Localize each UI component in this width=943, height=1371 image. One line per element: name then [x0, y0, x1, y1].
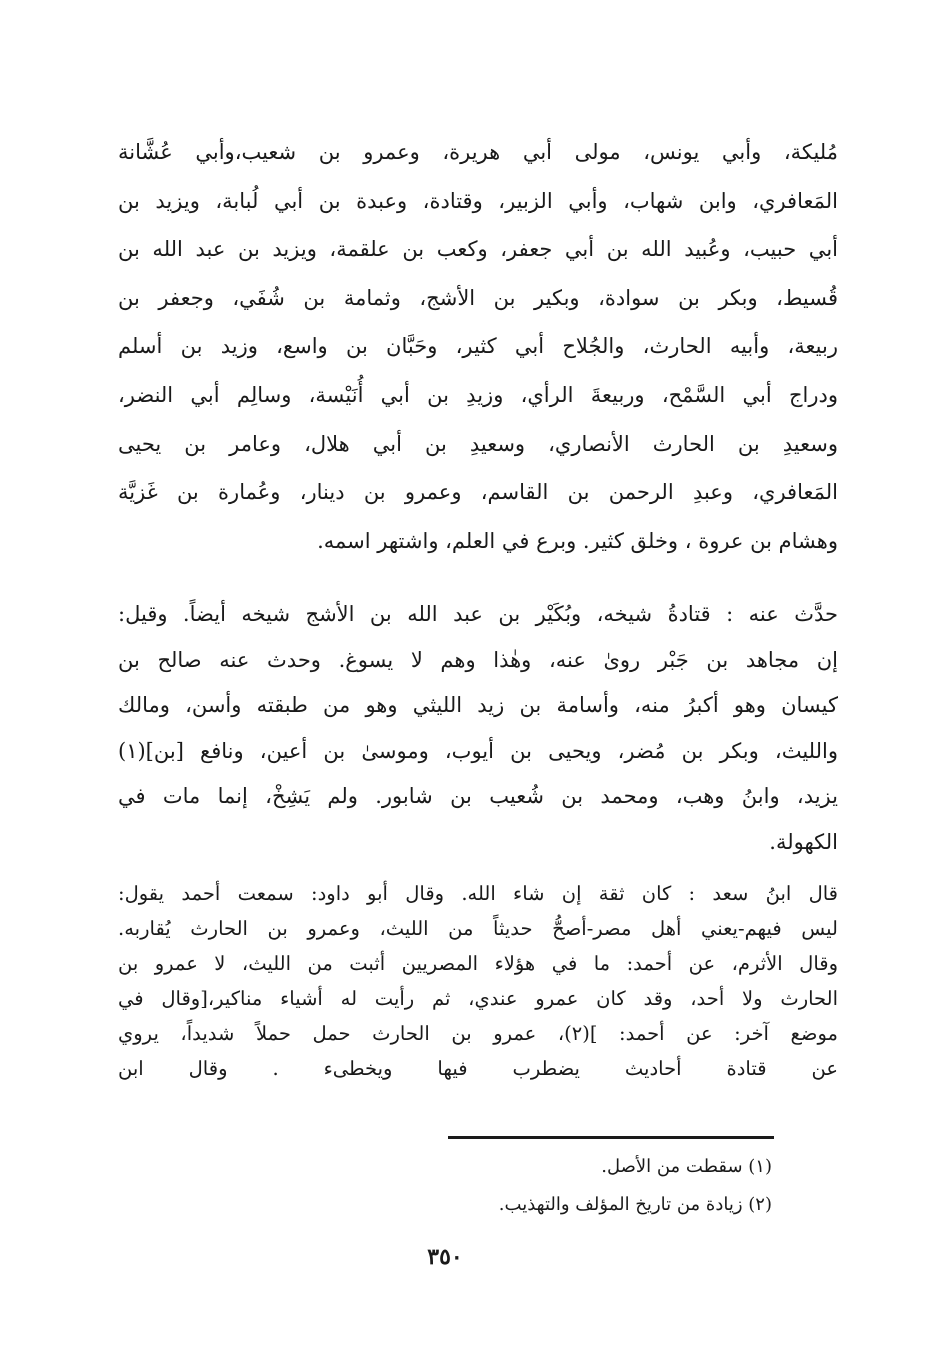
page-number: ٣٥٠	[427, 1244, 463, 1270]
text-line: ليس فيهم-يعني أهل مصر-أصحُّ حديثاً من الليث، وعمرو بن الحارث يُقاربه.	[118, 917, 838, 940]
text-line: عن قتادة أحاديث يضطرب فيها ويخطىء . وقال ابن	[118, 1057, 838, 1080]
text-line: موضع آخر: عن أحمد: ](٢)، عمرو بن الحارث حمل حملاً شديداً، يروي	[118, 1022, 838, 1045]
text-line: وهشام بن عروة ، وخلق كثير. وبرع في العلم، واشتهر اسمه.	[317, 528, 838, 553]
text-line: المَعافري، وابن شهاب، وأبي الزبير، وقتادة، وعبدة بن أبي لُبابة، ويزيد بن	[118, 188, 838, 213]
text-line: إن مجاهد بن جَبْر روىٰ عنه، وهٰذا وهم لا يسوغ. وحدث عنه صالح بن	[118, 647, 838, 672]
text-line: كيسان وهو أكبرُ منه، وأسامة بن زيد الليثي وهو من طبقته وأسن، ومالك	[118, 693, 838, 717]
text-line: أبي حبيب، وعُبيد الله بن أبي جعفر، وكعب بن علقمة، ويزيد بن عبد الله بن	[118, 237, 838, 262]
footnotes	[400, 1148, 772, 1224]
footnote-divider	[448, 1136, 774, 1139]
footnote-1: (١) سقطت من الأصل.	[601, 1156, 772, 1177]
paragraph-2	[118, 592, 838, 865]
text-line: الحارث ولا أحد، وقد كان عمرو عندي، ثم رأيت له أشياء مناكير،[وقال في	[118, 987, 838, 1010]
text-line: وقال الأثرم، عن أحمد: ما في هؤلاء المصريين أثبت من الليث، لا عمرو بن	[118, 952, 838, 975]
text-line: المَعافري، وعبدِ الرحمن بن القاسم، وعمرو بن دينار، وعُمارة بن غَزيَّة	[118, 480, 838, 505]
paragraph-3	[118, 876, 838, 1086]
text-line: ربيعة، وأبيه الحارث، والجُلاح أبي كثير، وحَبَّان بن واسع، وزيد بن أسلم	[118, 334, 838, 359]
text-line: حدَّث عنه : قتادةُ شيخه، وبُكَيْر بن عبد الله بن الأشج شيخه أيضاً. وقيل:	[118, 602, 838, 626]
text-line: يزيد، وابنُ وهب، ومحمد بن شُعيب بن شابور. ولم يَشِخْ، إنما مات في	[118, 784, 838, 808]
text-line: مُليكة، وأبي يونس، مولى أبي هريرة، وعمرو بن شعيب،وأبي عُشَّانة	[118, 140, 838, 164]
text-line: وسعيدِ بن الحارث الأنصاري، وسعيدِ بن أبي هلال، وعامر بن يحيى	[118, 431, 838, 456]
text-line: الكهولة.	[769, 829, 838, 854]
footnote-2: (٢) زيادة من تاريخ المؤلف والتهذيب.	[498, 1194, 772, 1215]
text-line: قال ابنُ سعد : كان ثقة إن شاء الله. وقال أبو داود: سمعت أحمد يقول:	[118, 882, 838, 905]
text-line: والليث، وبكر بن مُضر، ويحيى بن أيوب، وموسىٰ بن أعين، ونافع [بن](١)	[118, 738, 838, 763]
text-line: ودراج أبي السَّمْح، وربيعةَ الرأي، وزيدِ بن أبي أُنَيْسة، وسالِم أبي النضر،	[118, 382, 838, 407]
text-line: قُسيط، وبكر بن سوادة، وبكير بن الأشج، وثمامة بن شُفَي، وجعفر بن	[118, 285, 838, 310]
paragraph-1	[118, 128, 838, 565]
